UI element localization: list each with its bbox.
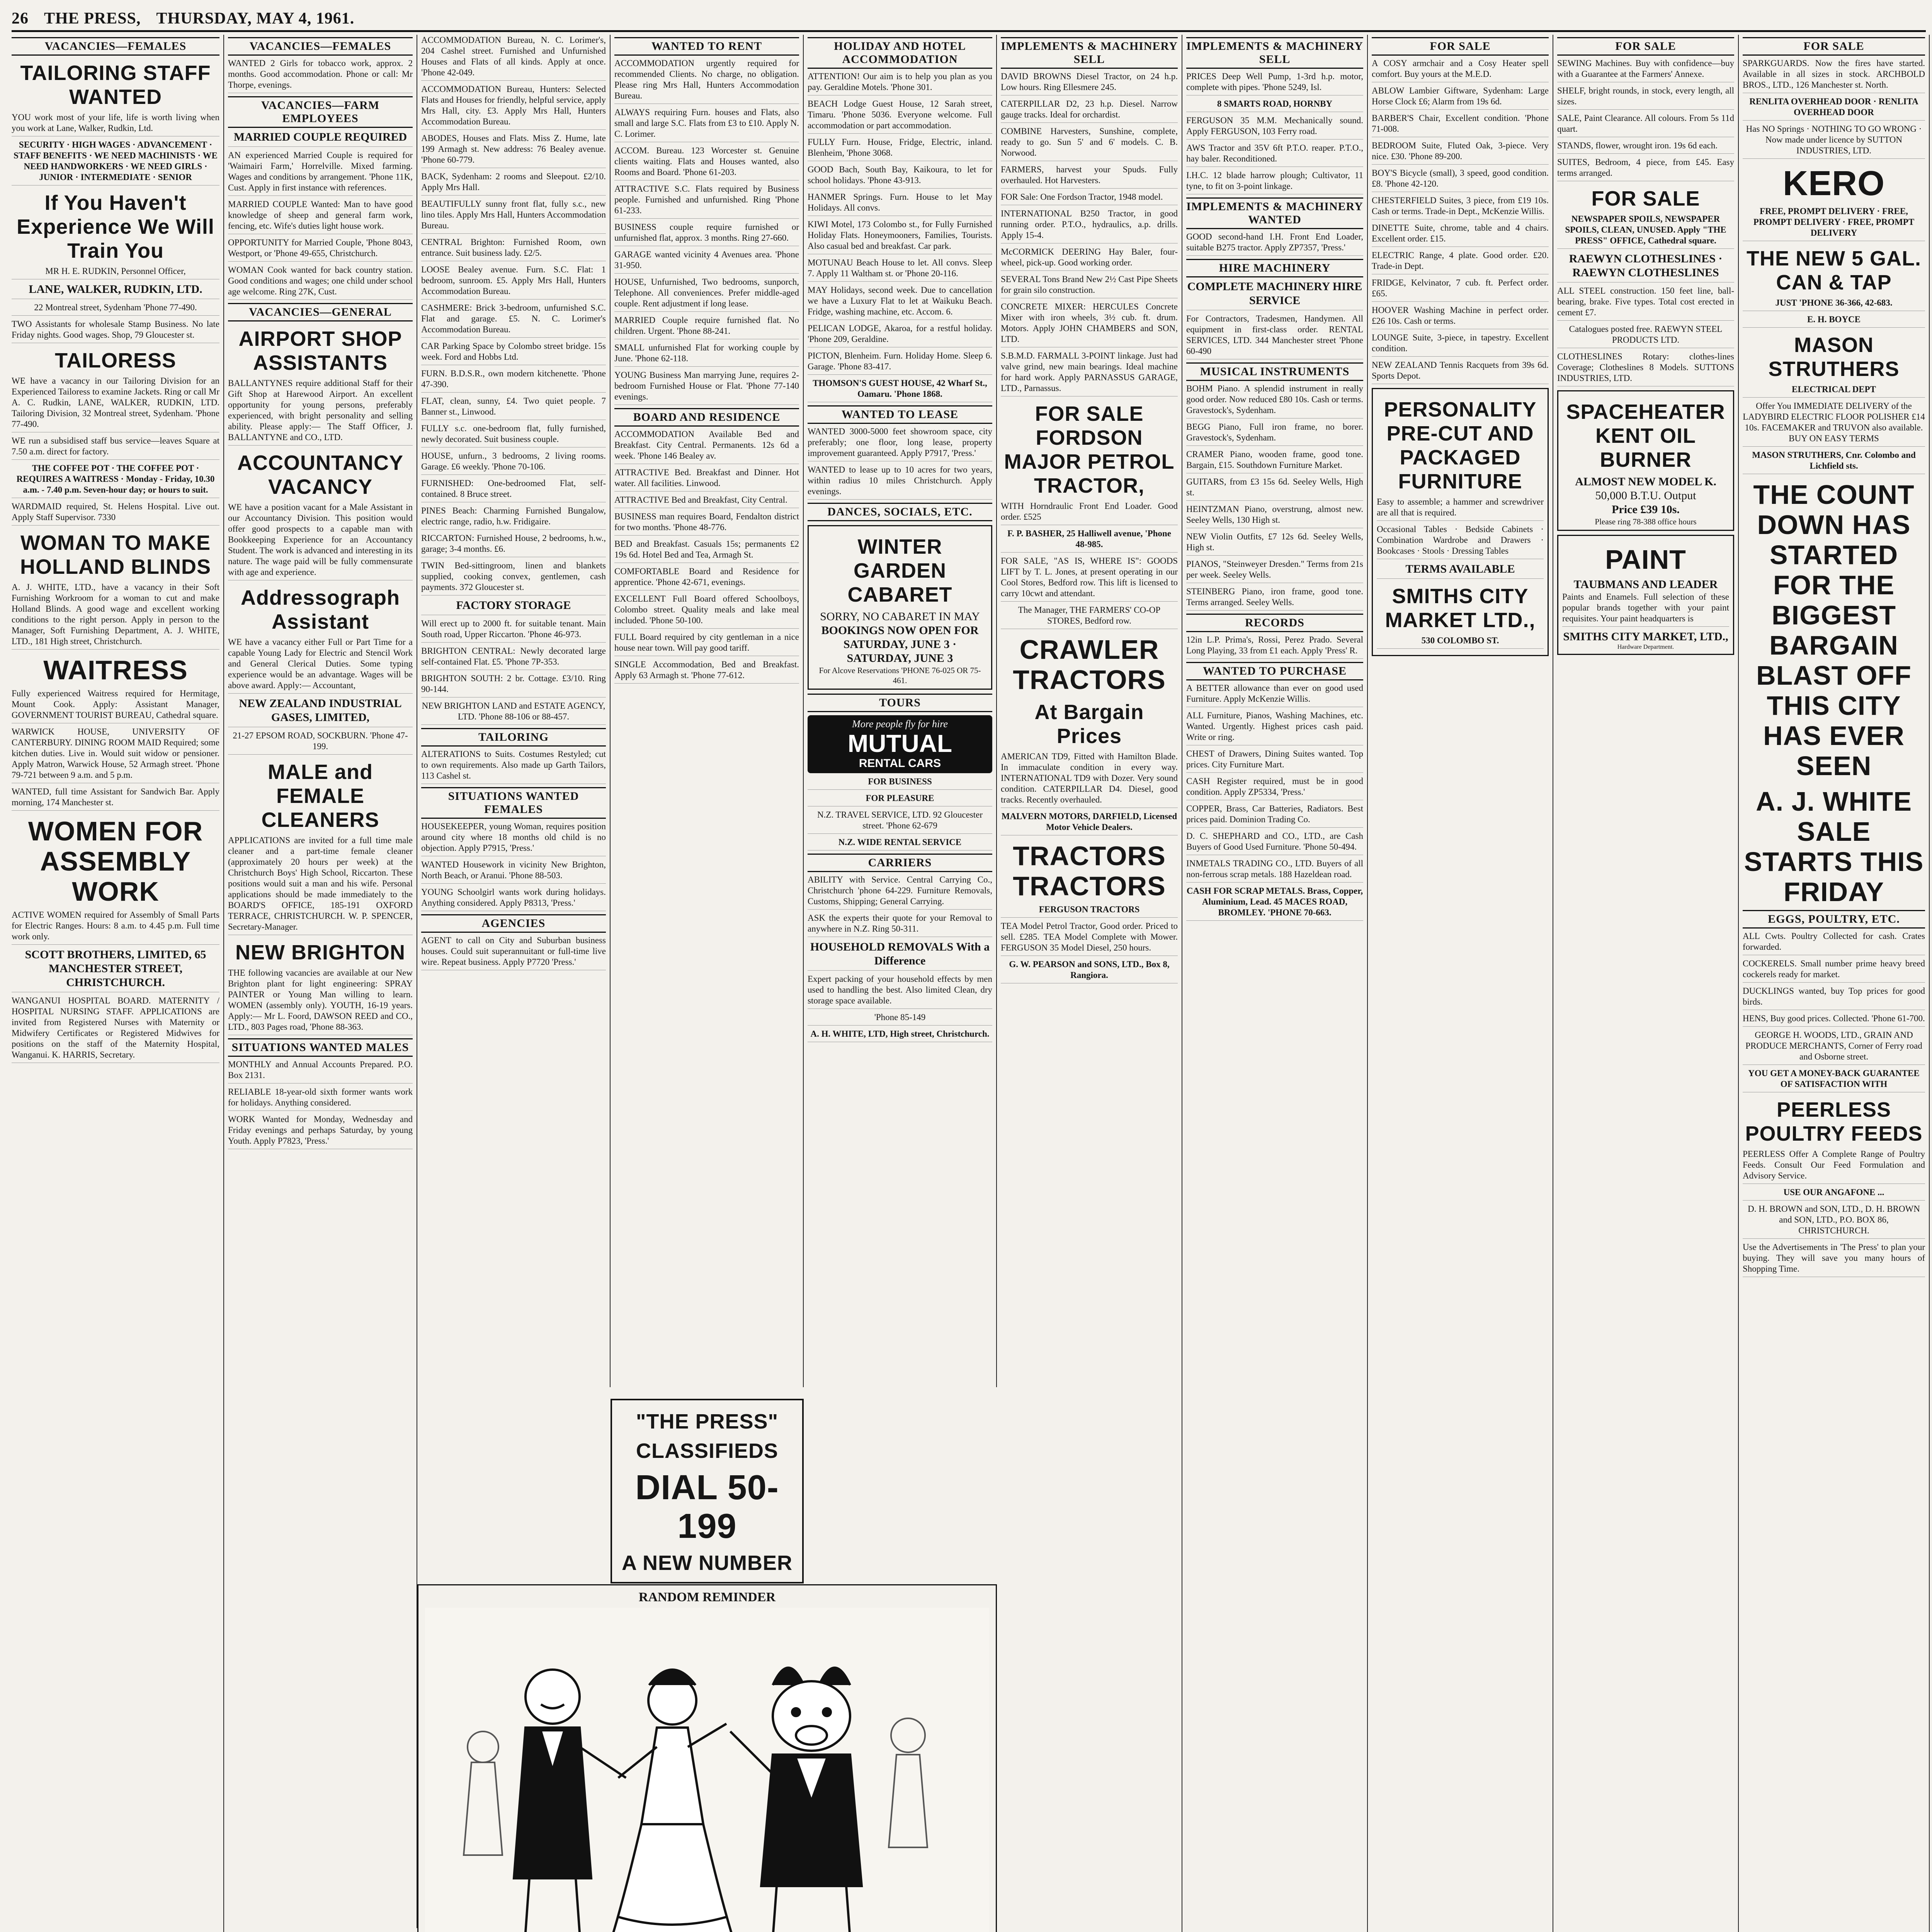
david-brown-ad: DAVID BROWNS Diesel Tractor, on 24 h.p. Low hours. Ring Ellesmere 245.	[1001, 71, 1178, 95]
nz-travel-service: N.Z. TRAVEL SERVICE, LTD. 92 Gloucester street. 'Phone 62-679	[808, 810, 992, 834]
monthly-ad: MONTHLY and Annual Accounts Prepared. P.O. Box 2131.	[228, 1059, 413, 1083]
schoolgirl-ad: YOUNG Schoolgirl wants work during holidays. Anything considered. Apply P8313, 'Press.'	[421, 887, 606, 911]
eggs-section: EGGS, POULTRY, ETC.	[1743, 910, 1925, 929]
spaceheater-phone: Please ring 78-388 office hours	[1595, 517, 1697, 526]
mason-address: MASON STRUTHERS, Cnr. Colombo and Lichfield sts.	[1743, 450, 1925, 474]
stamp-ad: TWO Assistants for wholesale Stamp Business. No late Friday nights. Good wages. Shop, 79 Gloucester st.	[12, 319, 219, 343]
accommodation-available-ad: ACCOMMODATION Available Bed and Breakfast. City Central. Permanents. 12s 6d a week. 'Phone 146 Bealey av.	[614, 429, 799, 464]
smiths-name: SMITHS CITY MARKET, LTD.,	[1563, 630, 1728, 643]
accommodation-ad: ACCOMMODATION Bureau, N. C. Lorimer's, 204 Cashel street. Furnished and Unfurnished Houses and Flats of all kinds. Apply at once. 'Phone 42-049.	[421, 35, 606, 81]
loader-ad: GOOD second-hand I.H. Front End Loader, suitable B275 tractor. Apply ZP7357, 'Press.'	[1186, 231, 1363, 256]
for-pleasure: FOR PLEASURE	[808, 793, 992, 806]
mason-dept: ELECTRICAL DEPT	[1743, 384, 1925, 398]
random-reminder	[417, 1584, 997, 1932]
dinette-ad: DINETTE Suite, chrome, table and 4 chairs. Excellent order. £15.	[1372, 223, 1549, 247]
fully-ad: FULLY s.c. one-bedroom flat, fully furnished, newly decorated. Suit business couple.	[421, 423, 606, 447]
housekeeper-ad: HOUSEKEEPER, young Woman, requires position around city where 18 months old child is no objection. Apply P7915, 'Press.'	[421, 821, 606, 856]
boys-bicycle-ad: BOY'S Bicycle (small), 3 speed, good condition. £8. 'Phone 42-120.	[1372, 168, 1549, 192]
riccarton-ad: RICCARTON: Furnished House, 2 bedrooms, h.w., garage; 3-4 months. £6.	[421, 533, 606, 557]
column-1	[8, 35, 224, 1932]
blinds-heading: WOMAN TO MAKE HOLLAND BLINDS	[20, 531, 211, 578]
wanted-lease-ad: WANTED 3000-5000 feet showroom space, city preferably; one floor, long lease, property improvement guaranteed. Apply P7917, 'Press.'	[808, 426, 992, 461]
all-cwts-ad: ALL Cwts. Poultry Collected for cash. Crates forwarded.	[1743, 931, 1925, 955]
agencies-section: AGENCIES	[421, 914, 606, 933]
sit-wanted-female-section: SITUATIONS WANTED FEMALES	[421, 787, 606, 819]
bedroom-ad: BEDROOM Suite, Fluted Oak, 3-piece. Very nice. £30. 'Phone 89-200.	[1372, 140, 1549, 165]
attention-ad: ATTENTION! Our aim is to help you plan as you pay. Geraldine Motels. 'Phone 301.	[808, 71, 992, 95]
fordson-sale-ad: FOR Sale: One Fordson Tractor, 1948 model.	[1001, 192, 1178, 205]
violin-ad: NEW Violin Outfits, £7 12s 6d. Seeley Wells, High st.	[1186, 531, 1363, 556]
addressograph-body: WE have a vacancy either Full or Part Time for a capable Young Lady for Electric and Stencil Work and General Clerical Duties. Some typing experience would be an advantage. Wages will be above award. Apply:— Accountant,	[228, 637, 413, 694]
spaceheater-price: Price £39 10s.	[1612, 503, 1680, 516]
sandwich-bar-ad: WANTED, full time Assistant for Sandwich Bar. Apply morning, 174 Manchester st.	[12, 786, 219, 811]
tobacco-ad: WANTED 2 Girls for tobacco work, approx. 2 months. Good accommodation. Phone or call: Mr Thorpe, evenings.	[228, 58, 413, 93]
tours-section: TOURS	[808, 694, 992, 712]
mccormick-ad: McCORMICK DEERING Hay Baler, four-wheel, pick-up. Good working order.	[1001, 247, 1178, 271]
ducklings-ad: DUCKLINGS wanted, buy Top prices for good birds.	[1743, 986, 1925, 1010]
terms-available: TERMS AVAILABLE	[1377, 562, 1544, 579]
factory-storage-body: Will erect up to 2000 ft. for suitable tenant. Main South road, Upper Riccarton. 'Phone 46-973.	[421, 618, 606, 643]
fordson-body: WITH Horndraulic Front End Loader. Good order. £525	[1001, 501, 1178, 525]
smarts-road: 8 SMARTS ROAD, HORNBY	[1186, 99, 1363, 112]
dances-section: DANCES, SOCIALS, ETC.	[808, 503, 992, 521]
thomsons-ad: THOMSON'S GUEST HOUSE, 42 Wharf St., Oamaru. 'Phone 1868.	[808, 378, 992, 402]
records-ad: 12in L.P. Prima's, Rossi, Perez Prado. Several Long Playing, 33 from £1 each. Apply 'Press' R.	[1186, 634, 1363, 659]
cosy-ad: A COSY armchair and a Cosy Heater spell comfort. Buy yours at the M.E.D.	[1372, 58, 1549, 82]
column-5	[804, 35, 997, 1387]
racquets-ad: NEW ZEALAND Tennis Racquets from 39s 6d. Sports Depot.	[1372, 360, 1549, 384]
caterpillar-ad: CATERPILLAR D2, 23 h.p. Diesel. Narrow gauge tracks. Ideal for orchardist.	[1001, 99, 1178, 123]
column-7	[1182, 35, 1368, 1932]
mason-body: Offer You IMMEDIATE DELIVERY of the LADYBIRD ELECTRIC FLOOR POLISHER £14 10s. FACEMAKER and TRUVON also available. BUY ON EASY TERMS	[1743, 401, 1925, 447]
train-contact: MR H. E. RUDKIN, Personnel Officer,	[12, 266, 219, 279]
peerless-heading: PEERLESS POULTRY FEEDS	[1745, 1098, 1923, 1145]
farmers-coop: The Manager, THE FARMERS' CO-OP STORES, Bedford row.	[1001, 605, 1178, 629]
george-woods-ad: GEORGE H. WOODS, LTD., GRAIN AND PRODUCE MERCHANTS, Corner of Ferry road and Osborne street.	[1743, 1030, 1925, 1065]
accountancy-heading: ACCOUNTANCY VACANCY	[237, 451, 403, 498]
spaceheater-btu: 50,000 B.T.U. Output	[1595, 489, 1696, 502]
twin-ad: TWIN Bed-sittingroom, linen and blankets supplied, cooking convex, gentlemen, cash payments. 372 Gloucester st.	[421, 560, 606, 595]
ability-ad: ABILITY with Service. Central Carrying Co., Christchurch 'phone 64-229. Furniture Removals, Customs, Shipping; General Carrying.	[808, 874, 992, 910]
accom-bureau-ad: ACCOM. Bureau. 123 Worcester st. Genuine clients waiting. Flats and Houses wanted, also Rooms and Board. 'Phone 61-203.	[614, 145, 799, 180]
section-heading: WANTED TO RENT	[614, 37, 799, 56]
tailoress-heading: TAILORESS	[54, 349, 176, 372]
fully-furn-ad: FULLY Furn. House, Fridge, Electric, inland. Blenheim, 'Phone 3068.	[808, 137, 992, 161]
winter-garden-ad	[808, 525, 992, 690]
may-holidays-ad: MAY Holidays, second week. Due to cancellation we have a Luxury Flat to let at Waikuku Beach. Fridge, washing machine, etc. Accom. 6.	[808, 285, 992, 320]
attractive-bed-ad: ATTRACTIVE Bed and Breakfast, City Central.	[614, 495, 799, 508]
paint-sale-ad: SALE, Paint Clearance. All colours. From 5s 11d quart.	[1557, 113, 1734, 137]
picton-ad: PICTON, Blenheim. Furn. Holiday Home. Sleep 6. Garage. 'Phone 83-417.	[808, 350, 992, 375]
aj-white-sale: A. J. WHITE SALE STARTS THIS FRIDAY	[1744, 786, 1924, 907]
spaceheater-model: ALMOST NEW MODEL K.	[1575, 475, 1716, 488]
stands-ad: STANDS, flower, wrought iron. 19s 6d each.	[1557, 140, 1734, 154]
young-business-ad: YOUNG Business Man marrying June, requires 2-bedroom Furnished House or Flat. 'Phone 77-140 evenings.	[614, 370, 799, 405]
tea-model-ad: TEA Model Petrol Tractor, Good order. Priced to sell. £285. TEA Model Complete with Mower. FERGUSON 35 Model Diesel, 250 hours.	[1001, 921, 1178, 956]
pump-ad: PRICES Deep Well Pump, 1-3rd h.p. motor, complete with pipes. 'Phone 5249, Isl.	[1186, 71, 1363, 95]
steinberg-ad: STEINBERG Piano, iron frame, good tone. Terms arranged. Seeley Wells.	[1186, 586, 1363, 611]
flat-ad: FLAT, clean, sunny, £4. Two quiet people. 7 Banner st., Linwood.	[421, 396, 606, 420]
ihc-ad: I.H.C. 12 blade harrow plough; Cultivator, 11 tyne, to fit on 3-point linkage.	[1186, 170, 1363, 194]
machinery-wanted-section: IMPLEMENTS & MACHINERY WANTED	[1186, 197, 1363, 229]
several-ad: SEVERAL Tons Brand New 2½ Cast Pipe Sheets for grain silo construction.	[1001, 274, 1178, 298]
garage-ad: GARAGE wanted vicinity 4 Avenues area. 'Phone 31-950.	[614, 249, 799, 274]
aws-ad: AWS Tractor and 35V 6ft P.T.O. reaper. P.T.O., hay baler. Reconditioned.	[1186, 143, 1363, 167]
smiths-dept: Hardware Department.	[1617, 644, 1674, 650]
addressograph-heading: Addressograph Assistant	[240, 586, 400, 633]
lwr-address: 22 Montreal street, Sydenham 'Phone 77-490.	[12, 302, 219, 316]
sewing-ad: SEWING Machines. Buy with confidence—buy with a Guarantee at the Farmers' Annexe.	[1557, 58, 1734, 82]
cashmere-ad: CASHMERE: Brick 3-bedroom, unfurnished S.C. Flat and garage. £5. N. C. Lorimer's Accommodation Bureau.	[421, 303, 606, 338]
married-body: AN experienced Married Couple is required for 'Waimairi Farm,' Horrelville. Mixed farming. Wages and conditions by arrangement. 'Phone 11K, Cust. Apply in first instance with references.	[228, 150, 413, 196]
small-flat-ad: SMALL unfurnished Flat for working couple by June. 'Phone 62-118.	[614, 342, 799, 367]
clotheslines-ad: CLOTHESLINES Rotary: clothes-lines Coverage; Clotheslines 8 Models. SUTTONS INDUSTRIES, LTD.	[1557, 351, 1734, 386]
count-down-heading: THE COUNT DOWN HAS STARTED FOR THE BIGGEST BARGAIN BLAST OFF THIS CITY HAS EVER SEEN	[1753, 480, 1915, 781]
column-6	[997, 35, 1182, 1932]
raewyn-heading: RAEWYN CLOTHESLINES · RAEWYN CLOTHESLINES	[1557, 252, 1734, 282]
brighton-central-ad: BRIGHTON CENTRAL: Newly decorated large self-contained Flat. £5. 'Phone 7P-353.	[421, 646, 606, 670]
page-number: 26	[12, 10, 29, 27]
abodes-ad: ABODES, Houses and Flats. Miss Z. Hume, late 199 Armagh st. New address: 76 Bealey avenue. 'Phone 60-779.	[421, 133, 606, 168]
section-heading: VACANCIES—FEMALES	[12, 37, 219, 56]
general-section: VACANCIES—GENERAL	[228, 303, 413, 321]
brighton-heading: NEW BRIGHTON	[235, 941, 405, 964]
lease-section: WANTED TO LEASE	[808, 405, 992, 424]
fordson-contact: F. P. BASHER, 25 Halliwell avenue, 'Phone 48-985.	[1001, 528, 1178, 553]
accountancy-body: WE have a position vacant for a Male Assistant in our Accountancy Division. This position would offer good prospects to a capable man with Bookkeeping Experience for an Accountancy Student. The work is advanced and interesting in its nature. The wage paid will be fully commensurate with age and experience.	[228, 502, 413, 580]
winter-garden-heading: WINTER GARDEN CABARET	[847, 535, 952, 606]
paint-ad	[1557, 535, 1734, 655]
personality-list: Occasional Tables · Bedside Cabinets · Combination Wardrobe and Drawers · Bookcases · Stools · Dressing Tables	[1377, 524, 1544, 559]
hanmer-ad: HANMER Springs. Furn. House to let May Holidays. All convs.	[808, 192, 992, 216]
section-heading: HOLIDAY AND HOTEL ACCOMMODATION	[808, 37, 992, 69]
carriers-section: CARRIERS	[808, 854, 992, 872]
cash-register-ad: CASH Register required, must be in good condition. Apply ZP5334, 'Press.'	[1186, 776, 1363, 800]
issue-date: THURSDAY, MAY 4, 1961.	[156, 10, 355, 27]
section-heading: FOR SALE	[1557, 37, 1734, 56]
motunau-ad: MOTUNAU Beach House to let. All convs. Sleep 7. Apply 11 Waltham st. or 'Phone 20-116.	[808, 257, 992, 282]
tailoring-section: TAILORING	[421, 728, 606, 747]
housework-ad: WANTED Housework in vicinity New Brighton, North Beach, or Aranui. 'Phone 88-503.	[421, 859, 606, 884]
cleaners-body: APPLICATIONS are invited for a full time male cleaner and a part-time female cleaner (approximately 20 hours per week) at the Christchurch Boys' High School, Riccarton. These positions would suit a man and his wife. Personal applications should be made immediately to the BOARD'S OFFICE, 185-191 OXFORD TERRACE, CHRISTCHURCH. W. P. SPENCER, Secretary-Manager.	[228, 835, 413, 935]
advert-note: Use the Advertisements in 'The Press' to plan your buying. They will save you many hours of Shopping Time.	[1743, 1242, 1925, 1277]
section-heading: VACANCIES—FEMALES	[228, 37, 413, 56]
renlita-ad: RENLITA OVERHEAD DOOR · RENLITA OVERHEAD DOOR	[1743, 96, 1925, 121]
tailoring-heading: TAILORING STAFF WANTED	[20, 61, 211, 109]
married-heading: MARRIED COUPLE REQUIRED	[228, 130, 413, 147]
records-section: RECORDS	[1186, 614, 1363, 632]
bookings: BOOKINGS NOW OPEN FOR SATURDAY, JUNE 3 · SATURDAY, JUNE 3	[821, 624, 979, 665]
work-wanted-ad: WORK Wanted for Monday, Wednesday and Friday evenings and perhaps Saturday, by young Youth. Apply P7823, 'Press.'	[228, 1114, 413, 1149]
attractive-ad: ATTRACTIVE S.C. Flats required by Business people. Furnished and unfurnished. Ring 'Phone 61-233.	[614, 184, 799, 219]
boyce-name: E. H. BOYCE	[1743, 314, 1925, 328]
comfortable-ad: COMFORTABLE Board and Residence for apprentice. 'Phone 42-671, evenings.	[614, 566, 799, 590]
cabaret-note: SORRY, NO CABARET IN MAY	[820, 610, 980, 623]
factory-storage-heading: FACTORY STORAGE	[421, 599, 606, 615]
waitress-heading: WAITRESS	[43, 655, 188, 685]
shelf-ad: SHELF, bright rounds, in stock, every length, all sizes.	[1557, 85, 1734, 110]
nzig-name: NEW ZEALAND INDUSTRIAL GASES, LIMITED,	[228, 697, 413, 727]
expert-phone: 'Phone 85-149	[808, 1012, 992, 1026]
electric-range-ad: ELECTRIC Range, 4 plate. Good order. £20. Trade-in Dept.	[1372, 250, 1549, 274]
guitars-ad: GUITARS, from £3 15s 6d. Seeley Wells, High st.	[1186, 476, 1363, 501]
kero-phone: JUST 'PHONE 36-366, 42-683.	[1743, 298, 1925, 311]
cramer-ad: CRAMER Piano, wooden frame, good tone. Bargain, £15. Southdown Furniture Market.	[1186, 449, 1363, 473]
married-ad: MARRIED Couple require furnished flat. No children. Urgent. 'Phone 88-241.	[614, 315, 799, 339]
combine-ad: COMBINE Harvesters, Sunshine, complete, ready to go. Sun 5' and 6' models. C. B. Norwood.	[1001, 126, 1178, 161]
house-ad: HOUSE, unfurn., 3 bedrooms, 2 living rooms. Garage. £6 weekly. 'Phone 70-106.	[421, 451, 606, 475]
business-man-ad: BUSINESS man requires Board, Fendalton district for two months. 'Phone 48-776.	[614, 511, 799, 536]
kiwi-motel-ad: KIWI Motel, 173 Colombo st., for Fully Furnished Holiday Flats. Honeymooners, Families, Tourists. Also casual bed and breakfast. Car park.	[808, 219, 992, 254]
pianos-ad: PIANOS, "Steinweyer Dresden." Terms from 21s per week. Seeley Wells.	[1186, 559, 1363, 583]
mutual-subtitle: RENTAL CARS	[859, 757, 941, 770]
loose-ad: LOOSE Bealey avenue. Furn. S.C. Flat: 1 bedroom, sunroom. £5. Apply Mrs Hall, Hunters Accommodation Bureau.	[421, 264, 606, 299]
classifieds-press: "THE PRESS"	[636, 1410, 779, 1433]
ablow-ad: ABLOW Lambier Giftware, Sydenham: Large Horse Clock £6; Alarm from 19s 6d.	[1372, 85, 1549, 110]
coffee-pot-ad: THE COFFEE POT · THE COFFEE POT · REQUIRES A WAITRESS · Monday - Friday, 10.30 a.m. - 7.40 p.m. Seven-hour day; or hours to suit.	[12, 463, 219, 498]
males-section: SITUATIONS WANTED MALES	[228, 1038, 413, 1057]
blinds-body: A. J. WHITE, LTD., have a vacancy in their Soft Furnishing Workroom for a woman to cut and make Holland Blinds. A good wage and excellent working conditions to the right person. Apply in person to the Manager, Soft Furnishing Department, A. J. WHITE, LTD., 181 High street, Christchurch.	[12, 582, 219, 650]
hire-body: For Contractors, Tradesmen, Handymen. All equipment in first-class order. RENTAL SERVICES, LTD. 344 Manchester street 'Phone 60-490	[1186, 313, 1363, 359]
kero-heading: KERO	[1782, 164, 1885, 203]
waitress-body: Fully experienced Waitress required for Hermitage, Mount Cook. Apply: Assistant Manager, GOVERNMENT TOURIST BUREAU, Cathedral square.	[12, 688, 219, 723]
always-ad: ALWAYS requiring Furn. houses and Flats, also small and large S.C. Flats from £3 to £10. Apply N. C. Lorimer.	[614, 107, 799, 142]
business-couple-ad: BUSINESS couple require furnished or unfurnished flat, approx. 3 months. Ring 27-660.	[614, 222, 799, 246]
acc-wanted-ad: ACCOMMODATION urgently required for recommended Clients. No charge, no obligation. Please ring Mrs Hall, Hunters Accommodation Bureau.	[614, 58, 799, 104]
mutual-rental-cars-logo	[808, 715, 992, 773]
bed-breakfast-ad: BED and Breakfast. Casuals 15s; permanents £2 19s 6d. Hotel Bed and Tea, Armagh St.	[614, 539, 799, 563]
section-heading: FOR SALE	[1372, 37, 1549, 56]
reliable-ad: RELIABLE 18-year-old sixth former wants work for holidays. Anything considered.	[228, 1087, 413, 1111]
woman-cook-ad: WOMAN Cook wanted for back country station. Good conditions and wages; one child under school age welcome. Ring 27K, Cust.	[228, 265, 413, 300]
shephard-ad: D. C. SHEPHARD and CO., LTD., are Cash Buyers of Good Used Furniture. 'Phone 50-494.	[1186, 831, 1363, 855]
full-board-ad: FULL Board required by city gentleman in a nice house near town. Will pay good tariff.	[614, 632, 799, 656]
nz-wide-rental: N.Z. WIDE RENTAL SERVICE	[808, 837, 992, 850]
paint-body: Paints and Enamels. Full selection of these popular brands together with your paint requisites. Your paint headquarters is	[1562, 592, 1729, 627]
concrete-mixer-ad: CONCRETE MIXER: HERCULES Concrete Mixer with iron wheels, 3½ cub. ft. drum. Motors. Apply JOHN CHAMBERS and SON, LTD.	[1001, 301, 1178, 347]
furnished-ad: FURNISHED: One-bedroomed Flat, self-contained. 8 Bruce street.	[421, 478, 606, 502]
tailoring-intro: YOU work most of your life, life is worth living when you work at Lane, Walker, Rudkin, Ltd.	[12, 112, 219, 136]
crawler-heading: CRAWLER TRACTORS	[1013, 634, 1166, 695]
heintzman-ad: HEINTZMAN Piano, overstrung, almost new. Seeley Wells, 130 High st.	[1186, 504, 1363, 528]
dh-brown-ad: D. H. BROWN and SON, LTD., D. H. BROWN and SON, LTD., P.O. BOX 86, CHRISTCHURCH.	[1743, 1204, 1925, 1239]
accommodation-ad: ACCOMMODATION Bureau, Hunters: Selected Flats and Houses for friendly, helpful service, apply Mrs Hall, city. £3. Apply Mrs Hall, Hunters Accommodation Bureau.	[421, 84, 606, 130]
section-heading: FOR SALE	[1743, 37, 1925, 56]
wanted-lease-ad: WANTED to lease up to 10 acres for two years, within radius 10 miles Christchurch. Apply evenings.	[808, 464, 992, 500]
lounge-ad: LOUNGE Suite, 3-piece, in tapestry. Excellent condition.	[1372, 332, 1549, 357]
newspaper-spoils-ad: NEWSPAPER SPOILS, NEWSPAPER SPOILS, CLEAN, UNUSED. Apply "THE PRESS" OFFICE, Cathedral square.	[1557, 214, 1734, 249]
wardmaid-ad: WARDMAID required, St. Helens Hospital. Live out. Apply Staff Supervisor. 7330	[12, 501, 219, 526]
mutual-tagline: More people fly for hire	[852, 718, 948, 730]
column-8	[1368, 35, 1553, 1932]
agent-ad: AGENT to call on City and Suburban business houses. Could suit superannuitant or full-time live wire. Repeat business. Apply P7720 'Press.'	[421, 935, 606, 970]
classifieds-box	[611, 1395, 804, 1587]
nb-agency: NEW BRIGHTON LAND and ESTATE AGENCY, LTD. 'Phone 88-106 or 88-457.	[421, 701, 606, 725]
lwr-name: LANE, WALKER, RUDKIN, LTD.	[12, 282, 219, 299]
brighton-south-ad: BRIGHTON SOUTH: 2 br. Cottage. £3/10. Ring 90-144.	[421, 673, 606, 697]
for-sale-heading: FOR SALE	[1591, 187, 1700, 210]
masthead	[12, 7, 1926, 32]
catalogues-ad: Catalogues posted free. RAEWYN STEEL PRODUCTS LTD.	[1557, 324, 1734, 348]
board-section: BOARD AND RESIDENCE	[614, 408, 799, 427]
excellent-ad: EXCELLENT Full Board offered Schoolboys, Colombo street. Quality meals and lake meal included. 'Phone 50-100.	[614, 594, 799, 629]
personality-heading: PERSONALITY PRE-CUT AND PACKAGED FURNITURE	[1384, 398, 1537, 493]
pearson-and-sons: G. W. PEARSON and SONS, LTD., Box 8, Rangiora.	[1001, 959, 1178, 983]
classifieds-note: A NEW NUMBER	[622, 1551, 793, 1575]
alterations-ad: ALTERATIONS to Suits. Costumes Restyled; cut to own requirements. Also made up Garth Tailors, 113 Cashel st.	[421, 749, 606, 784]
classifieds-title: CLASSIFIEDS	[636, 1439, 779, 1463]
farmall-ad: S.B.M.D. FARMALL 3-POINT linkage. Just had valve grind, new main bearings. Ideal machine for hard work. Apply PARNASSUS GARAGE, LTD., Parnassus.	[1001, 350, 1178, 396]
kero-delivery: FREE, PROMPT DELIVERY · FREE, PROMPT DELIVERY · FREE, PROMPT DELIVERY	[1743, 206, 1925, 241]
assembly-body: ACTIVE WOMEN required for Assembly of Small Parts for Electric Ranges. Hours: 8 a.m. to 4.45 p.m. Full time work only.	[12, 910, 219, 945]
bus-ad: WE run a subsidised staff bus service—leaves Square at 7.50 a.m. direct for factory.	[12, 435, 219, 460]
use-our-ad: USE OUR ANGAFONE ...	[1743, 1187, 1925, 1201]
cleaners-heading: MALE and FEMALE CLEANERS	[261, 760, 379, 832]
train-heading: If You Haven't Experience We Will Train You	[17, 191, 214, 262]
ferguson-tractors: FERGUSON TRACTORS	[1001, 904, 1178, 918]
tailoring-benefits: SECURITY · HIGH WAGES · ADVANCEMENT · STAFF BENEFITS · WE NEED MACHINISTS · WE NEED HANDWORKERS · WE NEED GIRLS · JUNIOR · INTERMEDIATE · SENIOR	[12, 139, 219, 185]
fordson-heading: FOR SALE FORDSON MAJOR PETROL TRACTOR,	[1004, 402, 1175, 497]
all-furniture-ad: ALL Furniture, Pianos, Washing Machines, etc. Wanted. Urgently. Highest prices cash paid. Write or ring.	[1186, 710, 1363, 745]
kero-can: THE NEW 5 GAL. CAN & TAP	[1746, 247, 1921, 294]
central-ad: CENTRAL Brighton: Furnished Room, own entrance. Suit business lady. £2/5.	[421, 237, 606, 261]
hoover-ad: HOOVER Washing Machine in perfect order. £26 10s. Cash or terms.	[1372, 305, 1549, 329]
cash-scrap-ad: CASH FOR SCRAP METALS. Brass, Copper, Aluminium, Lead. 45 MACES ROAD, BROMLEY. 'PHONE 70-663.	[1186, 886, 1363, 921]
ah-white: A. H. WHITE, LTD, High street, Christchurch.	[808, 1029, 992, 1042]
cartoon-illustration	[422, 1608, 993, 1932]
tailoress-body: WE have a vacancy in our Tailoring Division for an Experienced Tailoress to examine Jackets. Ring or call Mr A. C. Rudkin, LANE, WALKER, RUDKIN, LTD. Tailoring Division, 32 Montreal street, Sydenham. 'Phone 77-490.	[12, 376, 219, 432]
personality-body: Easy to assemble; a hammer and screwdriver are all that is required.	[1377, 497, 1544, 521]
married-couple-ad: MARRIED COUPLE Wanted: Man to have good knowledge of sheep and general farm work, fencing, etc. Wife's duties light house work.	[228, 199, 413, 234]
airport-heading: AIRPORT SHOP ASSISTANTS	[238, 327, 402, 374]
sparkguards-ad: SPARKGUARDS. Now the fires have started. Available in all sizes in stock. ARCHBOLD BROS., LTD., 126 Manchester st. North.	[1743, 58, 1925, 93]
column-2	[224, 35, 417, 1928]
random-reminder-title: RANDOM REMINDER	[638, 1590, 776, 1604]
for-business: FOR BUSINESS	[808, 776, 992, 790]
personality-furniture-ad	[1372, 388, 1549, 656]
no-springs-ad: Has NO Springs · NOTHING TO GO WRONG · Now made under licence by SUTTON INDUSTRIES, LTD.	[1743, 124, 1925, 159]
malvern-motors: MALVERN MOTORS, DARFIELD, Licensed Motor Vehicle Dealers.	[1001, 811, 1178, 835]
assembly-heading: WOMEN FOR ASSEMBLY WORK	[28, 816, 203, 906]
international-ad: INTERNATIONAL B250 Tractor, in good running order. P.T.O., hydraulics, a.p. drills. Apply 15-4.	[1001, 208, 1178, 243]
bookings-phone: For Alcove Reservations 'PHONE 76-025 OR 75-461.	[819, 666, 981, 685]
house-wanted-ad: HOUSE, Unfurnished, Two bedrooms, sunporch, Telephone. All conveniences. Prefer middle-aged couple. Rent adjustment if long lease.	[614, 277, 799, 312]
spaceheater-heading: SPACEHEATER KENT OIL BURNER	[1566, 400, 1725, 471]
ferguson-ad: FERGUSON 35 M.M. Mechanically sound. Apply FERGUSON, 103 Ferry road.	[1186, 115, 1363, 139]
chest-ad: CHEST of Drawers, Dining Suites wanted. Top prices. City Furniture Mart.	[1186, 748, 1363, 773]
barber-ad: BARBER'S Chair, Excellent condition. 'Phone 71-008.	[1372, 113, 1549, 137]
back-ad: BACK, Sydenham: 2 rooms and Sleepout. £2/10. Apply Mrs Hall.	[421, 171, 606, 196]
goods-lift-ad: FOR SALE, "AS IS, WHERE IS": GOODS LIFT by T. L. Jones, at present operating in our Cool Stores, Bedford row. This lift is licensed to carry 10cwt and attendant.	[1001, 556, 1178, 602]
ask-ad: ASK the experts their quote for your Removal to anywhere in N.Z. Ring 50-311.	[808, 913, 992, 937]
good-bach-ad: GOOD Bach, South Bay, Kaikoura, to let for school holidays. 'Phone 43-913.	[808, 164, 992, 189]
chesterfield-ad: CHESTERFIELD Suites, 3 piece, from £19 10s. Cash or terms. Trade-in Dept., McKenzie Willis.	[1372, 195, 1549, 219]
hire-section: HIRE MACHINERY	[1186, 259, 1363, 277]
crawler-body: AMERICAN TD9, Fitted with Hamilton Blade. In immaculate condition in every way. INTERNATIONAL TD9 with Dozer. Very sound condition. CATERPILLAR D4. Diesel, good tracks. Recently overhauled.	[1001, 751, 1178, 808]
scott-brothers: SCOTT BROTHERS, LIMITED, 65 MANCHESTER STREET, CHRISTCHURCH.	[12, 948, 219, 992]
airport-body: BALLANTYNES require additional Staff for their Gift Shop at Harewood Airport. An excellent opportunity for young persons, preferably experienced, with bright personality and selling ability. Please apply:— The Staff Officer, J. BALLANTYNE and CO., LTD.	[228, 378, 413, 446]
mutual-name: MUTUAL	[847, 730, 952, 757]
bohm-ad: BOHM Piano. A splendid instrument in really good order. Now reduced £80 10s. Cash or terms. Gravestock's, Sydenham.	[1186, 383, 1363, 418]
farmers-ad: FARMERS, harvest your Spuds. Fully overhauled. Hot Harvesters.	[1001, 164, 1178, 189]
beautifully-ad: BEAUTIFULLY sunny front flat, fully s.c., new lino tiles. Apply Mrs Hall, Hunters Accommodation Bureau.	[421, 199, 606, 234]
better-allowance-ad: A BETTER allowance than ever on good used Furniture. Apply McKenzie Willis.	[1186, 683, 1363, 707]
paint-heading: PAINT	[1605, 544, 1686, 575]
section-heading: IMPLEMENTS & MACHINERY SELL	[1186, 37, 1363, 69]
cockerels-ad: COCKERELS. Small number prime heavy breed cockerels ready for market.	[1743, 958, 1925, 983]
column-10	[1739, 35, 1930, 1932]
musical-section: MUSICAL INSTRUMENTS	[1186, 362, 1363, 381]
inmetals-ad: INMETALS TRADING CO., LTD. Buyers of all non-ferrous scrap metals. 188 Hazeldean road.	[1186, 858, 1363, 883]
pelican-ad: PELICAN LODGE, Akaroa, for a restful holiday. 'Phone 209, Geraldine.	[808, 323, 992, 347]
smiths-address: 530 COLOMBO ST.	[1377, 635, 1544, 649]
begg-ad: BEGG Piano, Full iron frame, no borer. Gravestock's, Sydenham.	[1186, 422, 1363, 446]
wanganui-ad: WANGANUI HOSPITAL BOARD. MATERNITY / HOSPITAL NURSING STAFF. APPLICATIONS are invited from Registered Nurses with Maternity or Midwifery Certificates or Registered Midwives for positions on the staff of the Maternity Hospital, Wanganui. K. HARRIS, Secretary.	[12, 995, 219, 1063]
column-9	[1553, 35, 1739, 1932]
all-steel-ad: ALL STEEL construction. 150 feet line, ball-bearing, brake. Five types. Total cost erected in cement £7.	[1557, 286, 1734, 321]
copper-ad: COPPER, Brass, Car Batteries, Radiators. Best prices paid. Dominion Trading Co.	[1186, 803, 1363, 828]
smiths-name: SMITHS CITY MARKET LTD.,	[1385, 585, 1536, 632]
paper-name: THE PRESS,	[44, 10, 141, 27]
pines-ad: PINES Beach: Charming Furnished Bungalow, electric range, radio, h.w. Fridigaire.	[421, 505, 606, 530]
crawler-subheading: At Bargain Prices	[1034, 701, 1144, 748]
mason-heading: MASON STRUTHERS	[1768, 333, 1900, 381]
guarantee-note: YOU GET A MONEY-BACK GUARANTEE OF SATISFACTION WITH	[1743, 1068, 1925, 1092]
hire-heading: COMPLETE MACHINERY HIRE SERVICE	[1186, 280, 1363, 310]
household-removals-heading: HOUSEHOLD REMOVALS With a Difference	[808, 940, 992, 971]
furn-ad: FURN. B.D.S.R., own modern kitchenette. 'Phone 47-390.	[421, 368, 606, 393]
tractors-heading: TRACTORS TRACTORS	[1013, 841, 1166, 901]
car-parking-ad: CAR Parking Space by Colombo street bridge. 15s week. Ford and Hobbs Ltd.	[421, 341, 606, 365]
section-heading: IMPLEMENTS & MACHINERY SELL	[1001, 37, 1178, 69]
single-accommodation-ad: SINGLE Accommodation, Bed and Breakfast. Apply 63 Armagh st. 'Phone 77-612.	[614, 659, 799, 684]
fridge-ad: FRIDGE, Kelvinator, 7 cub. ft. Perfect order. £65.	[1372, 277, 1549, 302]
attractive-bed-ad: ATTRACTIVE Bed. Breakfast and Dinner. Hot water. All facilities. Linwood.	[614, 467, 799, 492]
suites-ad: SUITES, Bedroom, 4 piece, from £45. Easy terms arranged.	[1557, 157, 1734, 181]
column-4	[611, 35, 804, 1387]
wanted-purchase-section: WANTED TO PURCHASE	[1186, 662, 1363, 680]
paint-brand: TAUBMANS AND LEADER	[1573, 578, 1718, 591]
hens-ad: HENS, Buy good prices. Collected. 'Phone 61-700.	[1743, 1013, 1925, 1027]
expert-packing-ad: Expert packing of your household effects by men used to handling the best. Also limited Clean, dry storage space available.	[808, 974, 992, 1009]
peerless-body: PEERLESS Offer A Complete Range of Poultry Feeds. Consult Our Feed Formulation and Advisory Service.	[1743, 1149, 1925, 1184]
nzig-address: 21-27 EPSOM ROAD, SOCKBURN. 'Phone 47-199.	[228, 730, 413, 755]
classifieds-phone: DIAL 50-199	[635, 1468, 779, 1546]
beach-lodge-ad: BEACH Lodge Guest House, 12 Sarah street, Timaru. 'Phone 5036. Everyone welcome. Full accommodation or part accommodation.	[808, 99, 992, 134]
farm-section: VACANCIES—FARM EMPLOYEES	[228, 96, 413, 128]
brighton-body: THE following vacancies are available at our New Brighton plant for light engineering: SPRAY PAINTER or Young Man willing to learn. WOMEN (assembly only). YOUTH, 16-19 years. Apply:— Mr L. Foord, DAWSON REED and CO., LTD., 803 Pages road, 'Phone 88-363.	[228, 968, 413, 1035]
opportunity-ad: OPPORTUNITY for Married Couple, 'Phone 8043, Westport, or 'Phone 49-655, Christchurch.	[228, 237, 413, 262]
warwick-ad: WARWICK HOUSE, UNIVERSITY OF CANTERBURY. DINING ROOM MAID Required; some kitchen duties. Live in. Would suit widow or pensioner. Apply Matron, Warwick House, 52 Armagh street. 'Phone 79-721 between 9 a.m. and 5 p.m.	[12, 726, 219, 783]
column-3	[417, 35, 611, 1387]
spaceheater-ad	[1557, 390, 1734, 531]
